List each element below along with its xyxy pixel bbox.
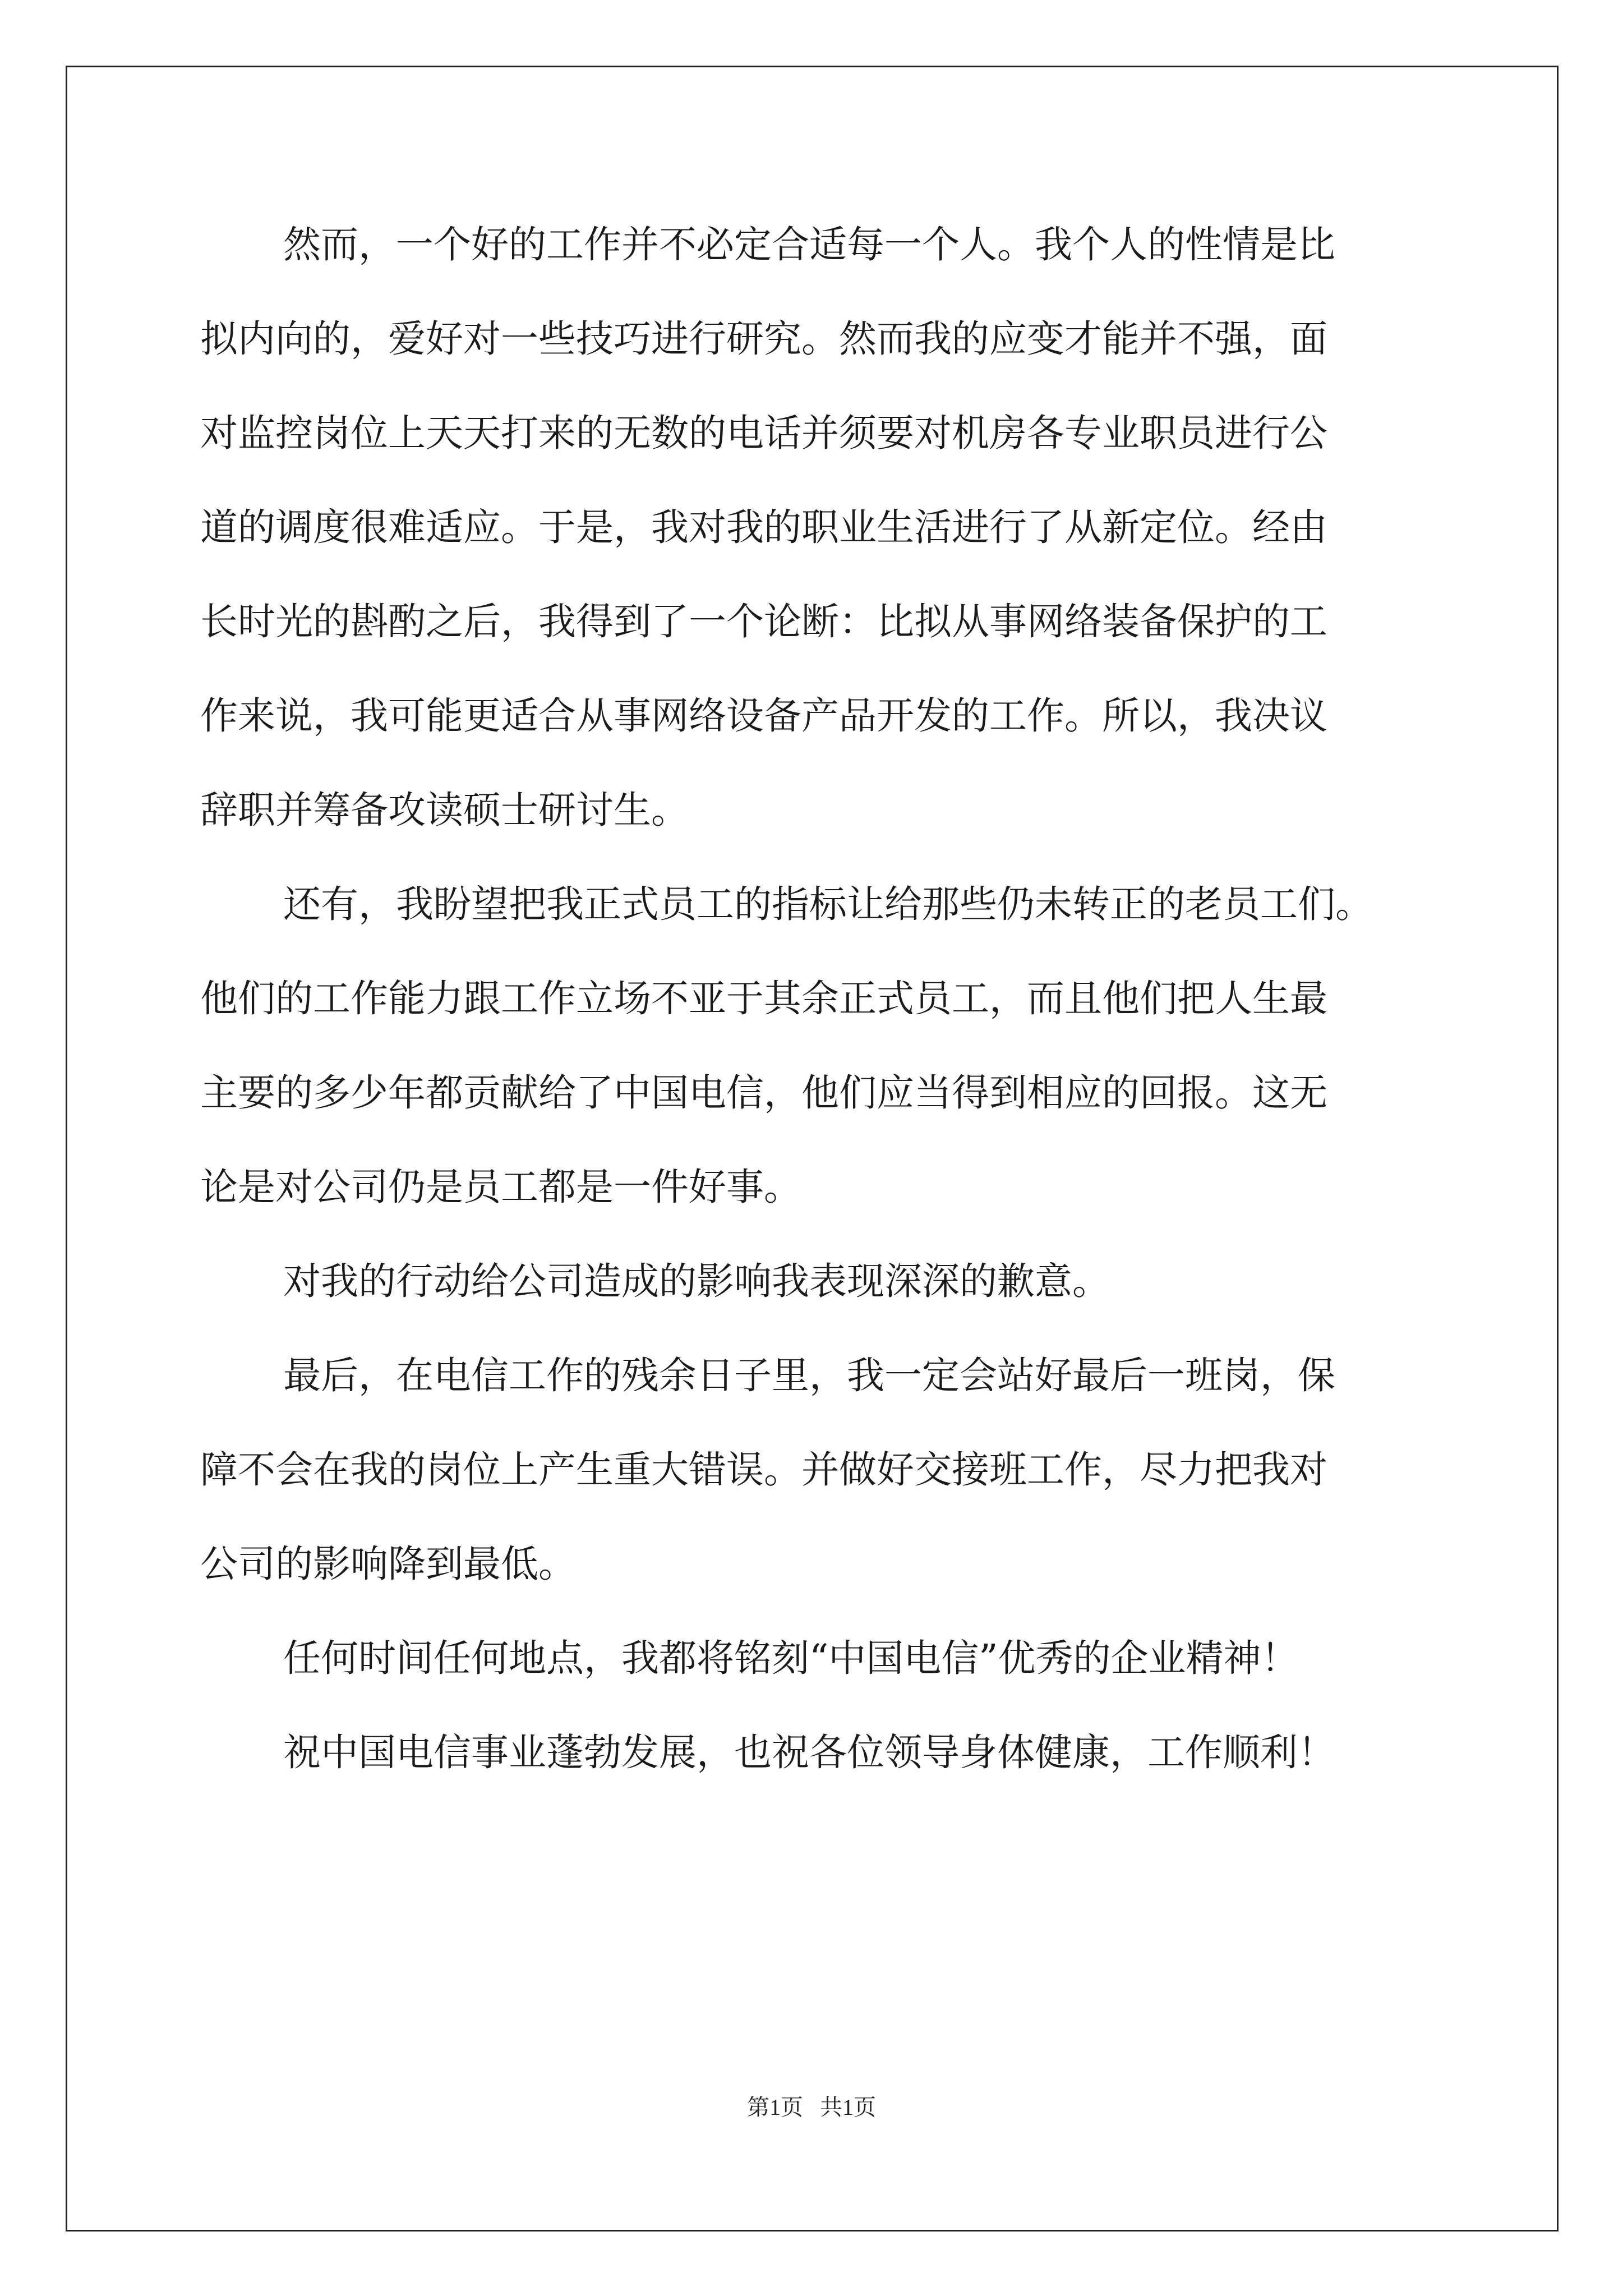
paragraph-line: 道的调度很难适应。于是，我对我的职业生活进行了从新定位。经由 bbox=[200, 505, 1327, 549]
paragraph-line: 长时光的斟酌之后，我得到了一个论断：比拟从事网络装备保护的工 bbox=[200, 600, 1327, 643]
paragraph-3 bbox=[200, 1234, 1437, 1328]
paragraph-line: 对监控岗位上天天打来的无数的电话并须要对机房各专业职员进行公 bbox=[200, 411, 1327, 455]
paragraph-line: 最后，在电信工作的残余日子里，我一定会站好最后一班岗，保 bbox=[283, 1354, 1335, 1397]
paragraph-line: 祝中国电信事业蓬勃发展，也祝各位领导身体健康，工作顺利！ bbox=[283, 1731, 1335, 1774]
paragraph-line: 论是对公司仍是员工都是一件好事。 bbox=[200, 1165, 801, 1209]
paragraph-6 bbox=[200, 1705, 1437, 1800]
paragraph-line: 障不会在我的岗位上产生重大错误。并做好交接班工作，尽力把我对 bbox=[200, 1448, 1327, 1492]
page-footer bbox=[0, 2093, 1623, 2122]
paragraph-line: 主要的多少年都贡献给了中国电信，他们应当得到相应的回报。这无 bbox=[200, 1071, 1327, 1115]
paragraph-line: 还有，我盼望把我正式员工的指标让给那些仍未转正的老员工们。 bbox=[283, 882, 1373, 926]
paragraph-5 bbox=[200, 1611, 1437, 1705]
paragraph-line: 对我的行动给公司造成的影响我表现深深的歉意。 bbox=[283, 1259, 1110, 1303]
paragraph-line: 然而，一个好的工作并不必定合适每一个人。我个人的性情是比 bbox=[283, 223, 1335, 266]
document-body bbox=[200, 197, 1437, 1800]
paragraph-line: 任何时间任何地点，我都将铭刻“中国电信”优秀的企业精神！ bbox=[283, 1636, 1299, 1680]
paragraph-line: 公司的影响降到最低。 bbox=[200, 1542, 576, 1586]
paragraph-line: 他们的工作能力跟工作立场不亚于其余正式员工，而且他们把人生最 bbox=[200, 977, 1327, 1020]
paragraph-4 bbox=[200, 1328, 1437, 1611]
paragraph-line: 拟内向的，爱好对一些技巧进行研究。然而我的应变才能并不强，面 bbox=[200, 317, 1327, 361]
paragraph-line: 辞职并筹备攻读硕士研讨生。 bbox=[200, 788, 689, 832]
paragraph-1 bbox=[200, 197, 1437, 857]
paragraph-line: 作来说，我可能更适合从事网络设备产品开发的工作。所以，我决议 bbox=[200, 694, 1327, 738]
page-number: 第1页 bbox=[747, 2095, 803, 2120]
paragraph-2 bbox=[200, 857, 1437, 1234]
page-total: 共1页 bbox=[820, 2095, 876, 2120]
